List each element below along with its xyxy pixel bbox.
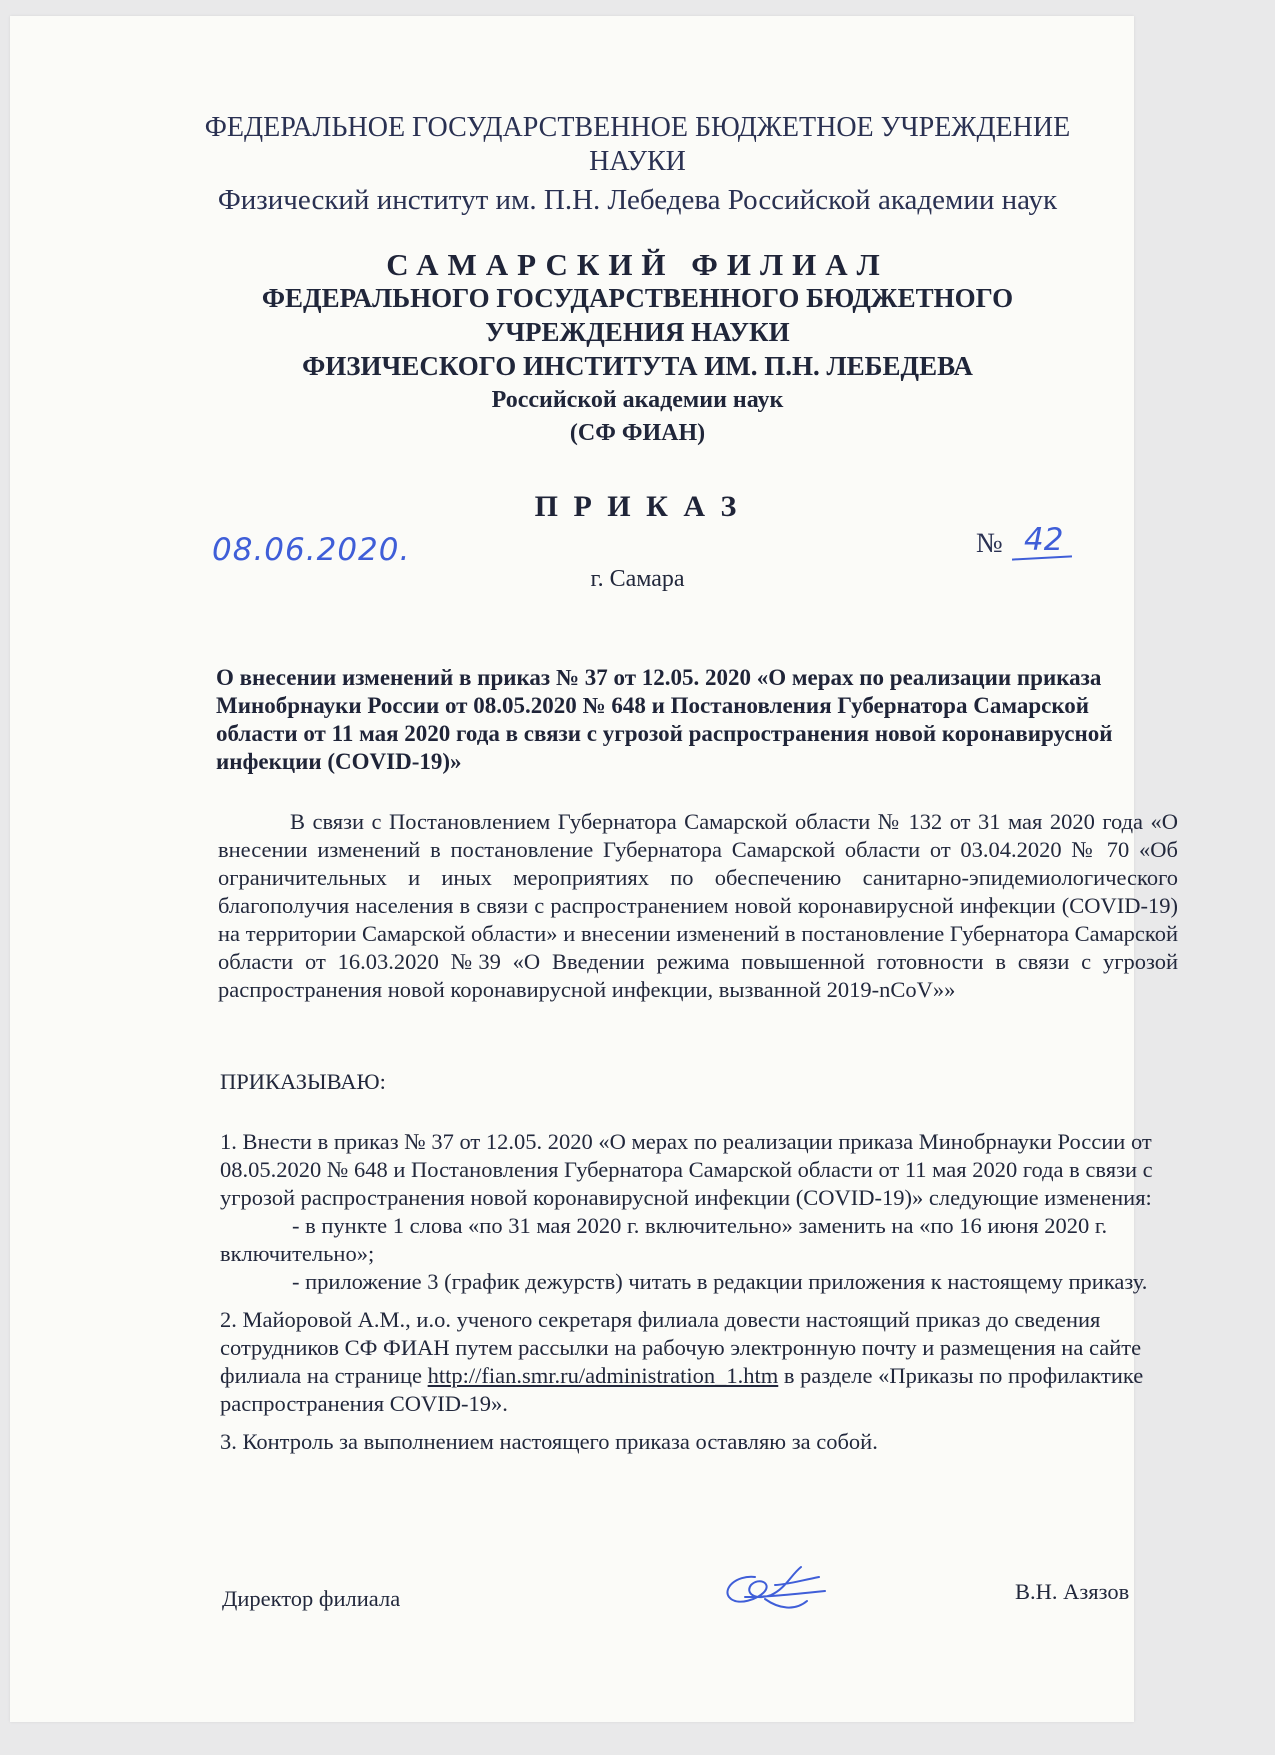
- order-city: г. Самара: [590, 566, 685, 592]
- item-1: 1. Внести в приказ № 37 от 12.05. 2020 «О мерах по реализации приказа Минобрнауки России от 08.05.2020 № 648 и Постановления Губернатора Самарской области от 11 мая 2020 года в связи с угрозой распространения новой коронавирусной инфекции (COVID-19)» следующие изменения:: [220, 1129, 1153, 1210]
- item-2-text-before: 2. Майоровой А.М., и.о. ученого секретаря филиала довести настоящий приказ до сведения сотрудников СФ ФИАН путем рассылки на рабочую электронную почту и размещения на сайте филиала на странице: [220, 1307, 1142, 1388]
- preamble-text: В связи с Постановлением Губернатора Самарской области № 132 от 31 мая 2020 года «О внесении изменений в постановление Губернатора Самарской области от 03.04.2020 № 70 «Об ограничительных и иных мероприятиях по обеспечению санитарно-эпидемиологического благополучия населения в связи с распространением новой коронавирусной инфекции (COVID-19) на территории Самарской области» и внесении изменений в постановление Губернатора Самарской области от 16.03.2020 №39 «О Введении режима повышенной готовности в связи с угрозой распространения новой коронавирусной инфекции, вызванной 2019-nCoV»»: [218, 809, 1178, 1002]
- order-date-handwritten: 08.06.2020.: [212, 532, 411, 568]
- filial-line4: Российской академии наук: [491, 387, 784, 413]
- signature-position: Директор филиала: [222, 1586, 401, 1611]
- filial-line3: ФИЗИЧЕСКОГО ИНСТИТУТА ИМ. П.Н. ЛЕБЕДЕВА: [302, 351, 973, 381]
- handwritten-signature-icon: [715, 1555, 835, 1617]
- filial-line1: ФЕДЕРАЛЬНОГО ГОСУДАРСТВЕННОГО БЮДЖЕТНОГО: [261, 283, 1014, 313]
- filial-line2: УЧРЕЖДЕНИЯ НАУКИ: [485, 317, 790, 347]
- order-items: [220, 1128, 1175, 1456]
- filial-abbr: (СФ ФИАН): [569, 420, 706, 446]
- order-subject: О внесении изменений в приказ № 37 от 12.05. 2020 «О мерах по реализации приказа Минобрнауки России от 08.05.2020 № 648 и Постановления Губернатора Самарской области от 11 мая 2020 года в связи с угрозой распространения новой коронавирусной инфекции (COVID-19)»: [216, 665, 1113, 774]
- item-2-text-after: в разделе «Приказы по профилактике распространения COVID-19».: [220, 1363, 1144, 1416]
- filial-title: САМАРСКИЙ ФИЛИАЛ: [386, 247, 889, 282]
- order-number-handwritten: 42: [1024, 522, 1064, 558]
- org-name-line1: ФЕДЕРАЛЬНОЕ ГОСУДАРСТВЕННОЕ БЮДЖЕТНОЕ УЧРЕЖДЕНИЕ: [204, 112, 1071, 143]
- item-2: [220, 1306, 1175, 1418]
- order-number-label: №: [976, 528, 1003, 559]
- site-link[interactable]: http://fian.smr.ru/administration_1.htm: [427, 1363, 779, 1388]
- signature-name: В.Н. Азязов: [1015, 1579, 1130, 1604]
- order-preamble: [218, 808, 1178, 1004]
- org-name-line2: НАУКИ: [589, 146, 686, 177]
- item-3: 3. Контроль за выполнением настоящего приказа оставляю за собой.: [220, 1429, 878, 1454]
- item-1-sub-1: - в пункте 1 слова «по 31 мая 2020 г. включительно» заменить на «по 16 июня 2020 г. включительно»;: [220, 1213, 1108, 1266]
- order-word: ПРИКАЗЫВАЮ:: [220, 1069, 386, 1094]
- item-1-sub-2: - приложение 3 (график дежурств) читать в редакции приложения к настоящему приказу.: [292, 1269, 1148, 1294]
- institute-name: Физический институт им. П.Н. Лебедева Российской академии наук: [217, 184, 1058, 216]
- order-title: П Р И К А З: [534, 490, 741, 523]
